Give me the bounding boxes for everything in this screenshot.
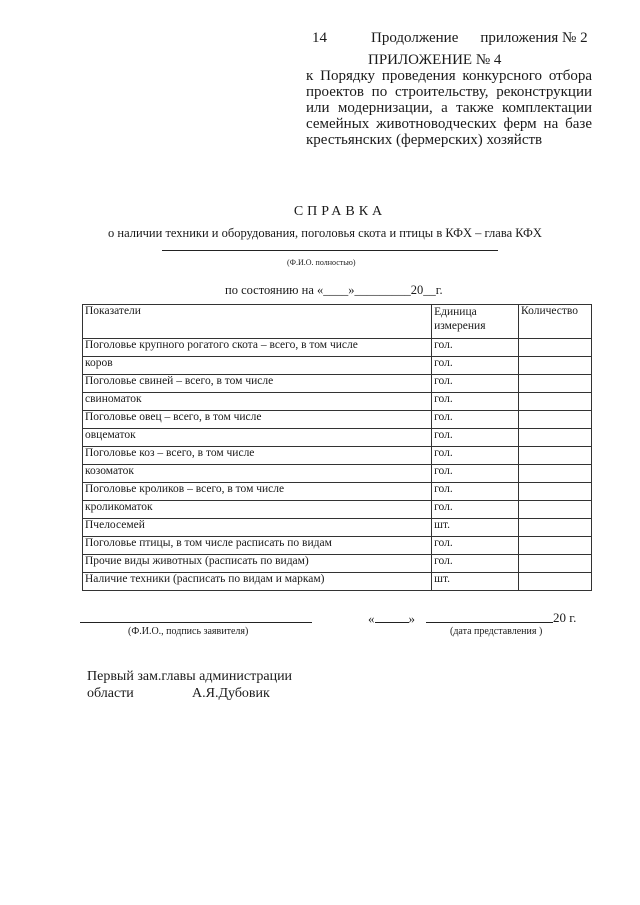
unit-cell: гол. (432, 429, 519, 447)
indicator-cell: Поголовье коз – всего, в том числе (83, 447, 432, 465)
indicator-cell: Поголовье овец – всего, в том числе (83, 411, 432, 429)
continuation-ref: приложения № 2 (480, 30, 588, 46)
signer-name: А.Я.Дубовик (192, 686, 270, 701)
unit-cell: гол. (432, 447, 519, 465)
table-row (83, 393, 592, 411)
table-row (83, 357, 592, 375)
table-row (83, 339, 592, 357)
fio-line (162, 250, 498, 251)
unit-cell: гол. (432, 501, 519, 519)
quantity-cell (519, 501, 592, 519)
continuation-word: Продолжение (371, 30, 459, 46)
date-caption: (дата представления ) (450, 626, 543, 637)
indicator-cell: козоматок (83, 465, 432, 483)
indicator-cell: Поголовье птицы, в том числе расписать по видам (83, 537, 432, 555)
header-indicators: Показатели (83, 305, 432, 339)
quantity-cell (519, 483, 592, 501)
quantity-cell (519, 537, 592, 555)
unit-cell: шт. (432, 573, 519, 591)
signer-position-line2: области (87, 686, 134, 701)
table-row (83, 411, 592, 429)
applicant-signature-line (80, 622, 312, 623)
indicator-cell: Поголовье кроликов – всего, в том числе (83, 483, 432, 501)
quantity-cell (519, 465, 592, 483)
quantity-cell (519, 573, 592, 591)
indicator-cell: Прочие виды животных (расписать по видам) (83, 555, 432, 573)
indicator-cell: Поголовье крупного рогатого скота – всего, в том числе (83, 339, 432, 357)
applicant-caption: (Ф.И.О., подпись заявителя) (128, 626, 249, 637)
quantity-cell (519, 375, 592, 393)
unit-cell: гол. (432, 483, 519, 501)
unit-cell: гол. (432, 357, 519, 375)
continuation-header (371, 30, 588, 47)
unit-cell: гол. (432, 537, 519, 555)
table-row (83, 501, 592, 519)
table-row (83, 537, 592, 555)
date-year: 20 г. (553, 610, 577, 625)
table-row (83, 447, 592, 465)
quantity-cell (519, 357, 592, 375)
indicator-cell: коров (83, 357, 432, 375)
quantity-cell (519, 339, 592, 357)
unit-cell: гол. (432, 339, 519, 357)
certificate-subtitle: о наличии техники и оборудования, поголовья скота и птицы в КФХ – глава КФХ (108, 226, 542, 240)
page-number: 14 (312, 30, 327, 46)
close-quote: » (408, 611, 415, 626)
quantity-cell (519, 429, 592, 447)
quantity-cell (519, 411, 592, 429)
unit-cell: гол. (432, 411, 519, 429)
unit-cell: гол. (432, 555, 519, 573)
fio-caption: (Ф.И.О. полностью) (287, 258, 356, 267)
table-row (83, 519, 592, 537)
header-unit: Единица измерения (432, 305, 519, 339)
open-quote: « (368, 611, 375, 626)
quantity-cell (519, 393, 592, 411)
indicators-table (82, 304, 592, 591)
appendix-title: ПРИЛОЖЕНИЕ № 4 (368, 52, 502, 68)
table-row (83, 375, 592, 393)
unit-cell: гол. (432, 393, 519, 411)
date-month-line (426, 622, 553, 623)
unit-cell: гол. (432, 465, 519, 483)
signer-position-line1: Первый зам.главы администрации (87, 669, 293, 684)
table-header-row (83, 305, 592, 339)
date-day-field (368, 610, 415, 627)
quantity-cell (519, 519, 592, 537)
table-row (83, 483, 592, 501)
indicator-cell: кроликоматок (83, 501, 432, 519)
quantity-cell (519, 447, 592, 465)
indicator-cell: овцематок (83, 429, 432, 447)
indicator-cell: свиноматок (83, 393, 432, 411)
header-quantity: Количество (519, 305, 592, 339)
indicator-cell: Наличие техники (расписать по видам и маркам) (83, 573, 432, 591)
table-row (83, 429, 592, 447)
day-blank (375, 610, 409, 623)
indicator-cell: Поголовье свиней – всего, в том числе (83, 375, 432, 393)
table-row (83, 573, 592, 591)
unit-cell: шт. (432, 519, 519, 537)
certificate-title: СПРАВКА (293, 204, 387, 219)
as-of-date-line: по состоянию на «____»_________20__г. (225, 283, 443, 297)
table-row (83, 465, 592, 483)
indicator-cell: Пчелосемей (83, 519, 432, 537)
appendix-text: к Порядку проведения конкурсного отбора проектов по строительству, реконструкции или модернизации, а также комплектации семейных животноводческих ферм на базе крестьянских (фермерских) хозяйств (306, 68, 592, 148)
quantity-cell (519, 555, 592, 573)
unit-cell: гол. (432, 375, 519, 393)
table-row (83, 555, 592, 573)
